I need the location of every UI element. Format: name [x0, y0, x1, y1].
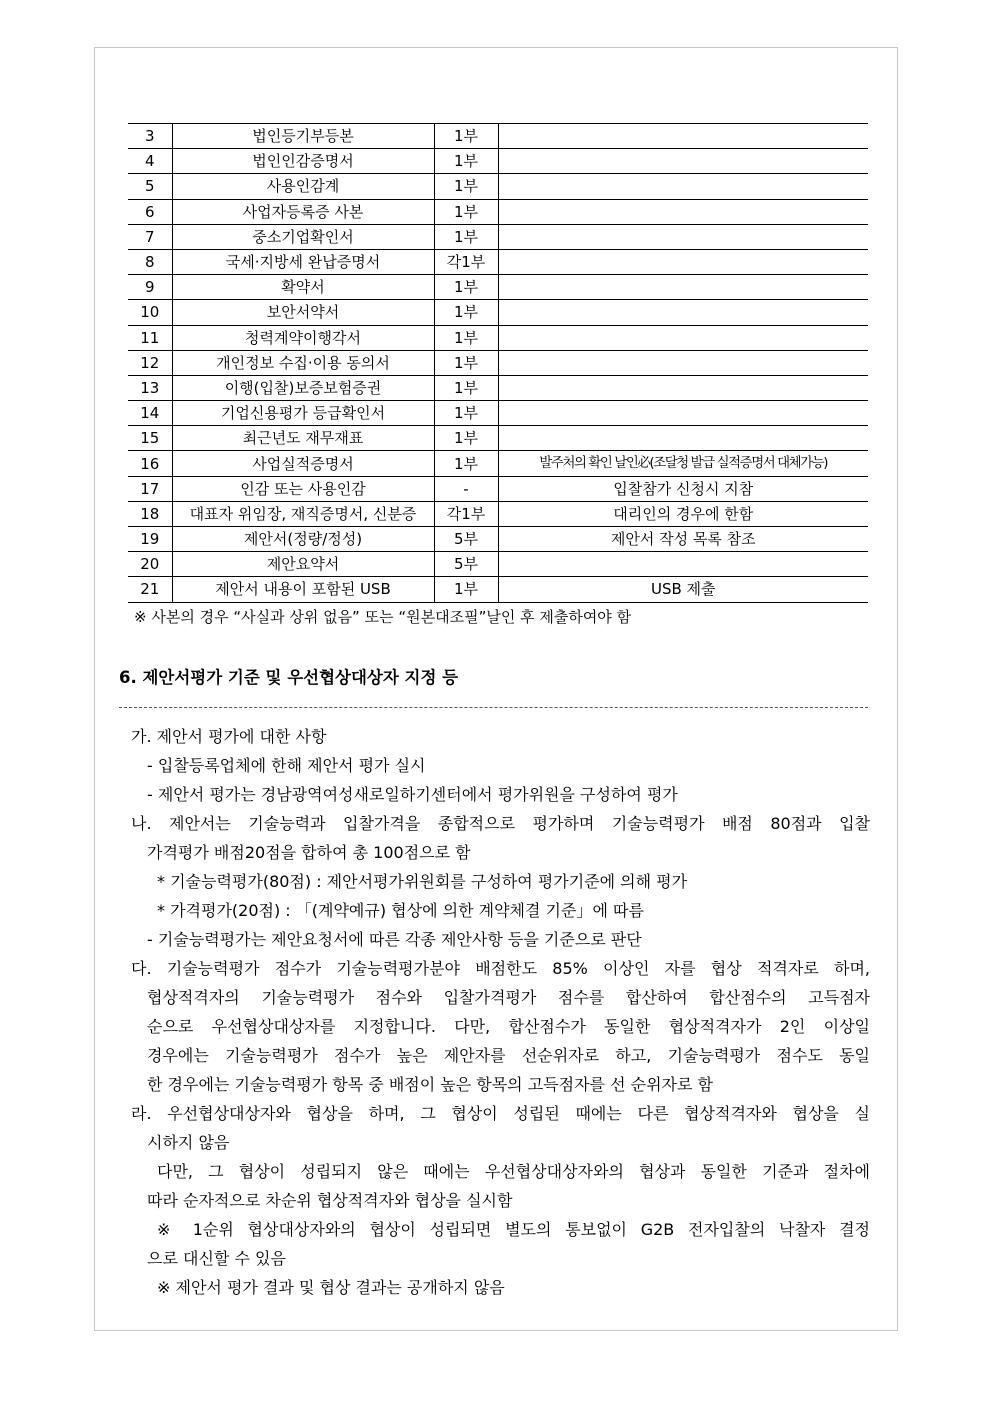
table-row — [128, 300, 868, 325]
row-number: 18 — [128, 501, 172, 526]
document-note — [498, 401, 868, 426]
document-quantity: 1부 — [434, 325, 498, 350]
clause-na-cont: 가격평가 배점20점을 합하여 총 100점으로 함 — [147, 843, 471, 862]
document-quantity: 5부 — [434, 527, 498, 552]
document-note: 입찰참가 신청시 지참 — [498, 476, 868, 501]
table-row — [128, 451, 868, 476]
clause-na-item: * 기술능력평가(80점) : 제안서평가위원회를 구성하여 평가기준에 의해 평가 — [157, 872, 688, 891]
document-quantity: 1부 — [434, 224, 498, 249]
row-number: 8 — [128, 249, 172, 274]
document-quantity: 1부 — [434, 426, 498, 451]
document-quantity: - — [434, 476, 498, 501]
row-number: 3 — [128, 124, 172, 149]
row-number: 21 — [128, 577, 172, 602]
document-note: 대리인의 경우에 한함 — [498, 501, 868, 526]
row-number: 13 — [128, 375, 172, 400]
document-name: 법인인감증명서 — [172, 149, 434, 174]
table-row — [128, 275, 868, 300]
row-number: 7 — [128, 224, 172, 249]
document-note: 제안서 작성 목록 참조 — [498, 527, 868, 552]
document-name: 보안서약서 — [172, 300, 434, 325]
document-quantity: 각1부 — [434, 249, 498, 274]
document-quantity: 1부 — [434, 375, 498, 400]
row-number: 6 — [128, 199, 172, 224]
document-quantity: 1부 — [434, 124, 498, 149]
clause-ra-cont: 따라 순자적으로 차순위 협상적격자와 협상을 실시함 — [147, 1191, 513, 1210]
document-quantity: 1부 — [434, 275, 498, 300]
document-note — [498, 124, 868, 149]
document-name: 대표자 위임장, 재직증명서, 신분증 — [172, 501, 434, 526]
document-name: 법인등기부등본 — [172, 124, 434, 149]
table-row — [128, 401, 868, 426]
document-name: 국세·지방세 완납증명서 — [172, 249, 434, 274]
table-row — [128, 552, 868, 577]
document-quantity: 1부 — [434, 577, 498, 602]
row-number: 11 — [128, 325, 172, 350]
clause-da-cont: 순으로 우선협상대상자를 지정합니다. 다만, 합산점수가 동일한 협상적격자가 2인 이상일 — [147, 1017, 870, 1036]
row-number: 4 — [128, 149, 172, 174]
table-row — [128, 350, 868, 375]
document-name: 최근년도 재무재표 — [172, 426, 434, 451]
document-note — [498, 174, 868, 199]
document-quantity: 5부 — [434, 552, 498, 577]
clause-ga-item: - 입찰등록업체에 한해 제안서 평가 실시 — [147, 756, 426, 775]
document-name: 개인정보 수집·이용 동의서 — [172, 350, 434, 375]
clause-da-cont: 한 경우에는 기술능력평가 항목 중 배점이 높은 항목의 고득점자를 선 순위자로 함 — [147, 1075, 713, 1094]
document-name: 사업자등록증 사본 — [172, 199, 434, 224]
document-note — [498, 149, 868, 174]
document-quantity: 1부 — [434, 401, 498, 426]
row-number: 16 — [128, 451, 172, 476]
document-name: 확약서 — [172, 275, 434, 300]
row-number: 15 — [128, 426, 172, 451]
document-note — [498, 249, 868, 274]
document-name: 기업신용평가 등급확인서 — [172, 401, 434, 426]
clause-da-cont: 협상적격자의 기술능력평가 점수와 입찰가격평가 점수를 합산하여 합산점수의 고득점자 — [147, 988, 870, 1007]
clause-ga-item: - 제안서 평가는 경남광역여성새로일하기센터에서 평가위원을 구성하여 평가 — [147, 785, 678, 804]
document-note — [498, 199, 868, 224]
clause-ra-cont: 시하지 않음 — [147, 1133, 230, 1152]
row-number: 19 — [128, 527, 172, 552]
document-name: 이행(입찰)보증보험증권 — [172, 375, 434, 400]
table-row — [128, 224, 868, 249]
document-name: 제안서 내용이 포함된 USB — [172, 577, 434, 602]
section-title: 6. 제안서평가 기준 및 우선협상대상자 지정 등 — [119, 668, 459, 687]
clause-ra-note: 으로 대신할 수 있음 — [147, 1249, 286, 1268]
document-note — [498, 224, 868, 249]
document-name: 사업실적증명서 — [172, 451, 434, 476]
table-row — [128, 124, 868, 149]
document-note — [498, 552, 868, 577]
document-note — [498, 325, 868, 350]
document-quantity: 1부 — [434, 174, 498, 199]
document-name: 중소기업확인서 — [172, 224, 434, 249]
dashed-divider — [119, 707, 868, 708]
document-name: 청력계약이행각서 — [172, 325, 434, 350]
row-number: 9 — [128, 275, 172, 300]
document-quantity: 1부 — [434, 350, 498, 375]
row-number: 17 — [128, 476, 172, 501]
row-number: 20 — [128, 552, 172, 577]
table-body — [128, 124, 868, 603]
document-name: 사용인감계 — [172, 174, 434, 199]
clause-ra-note: ※ 1순위 협상대상자와의 협상이 성립되면 별도의 통보없이 G2B 전자입찰의 낙찰자 결정 — [157, 1220, 870, 1239]
table-row — [128, 577, 868, 602]
document-name: 제안서(정량/정성) — [172, 527, 434, 552]
section-body — [119, 722, 870, 1302]
row-number: 10 — [128, 300, 172, 325]
document-quantity: 1부 — [434, 300, 498, 325]
document-quantity: 1부 — [434, 149, 498, 174]
clause-ra-note: ※ 제안서 평가 결과 및 협상 결과는 공개하지 않음 — [157, 1278, 505, 1297]
table-row — [128, 174, 868, 199]
clause-ra-cont: 다만, 그 협상이 성립되지 않은 때에는 우선협상대상자와의 협상과 동일한 기준과 절차에 — [157, 1162, 870, 1181]
table-row — [128, 426, 868, 451]
table-row — [128, 501, 868, 526]
document-quantity: 1부 — [434, 451, 498, 476]
table-row — [128, 249, 868, 274]
clause-ra: 라. 우선협상대상자와 협상을 하며, 그 협상이 성립된 때에는 다른 협상적격자와 협상을 실 — [131, 1104, 870, 1123]
table-row — [128, 199, 868, 224]
document-note — [498, 375, 868, 400]
document-quantity: 각1부 — [434, 501, 498, 526]
document-note — [498, 426, 868, 451]
clause-da-cont: 경우에는 기술능력평가 점수가 높은 제안자를 선순위자로 하고, 기술능력평가 점수도 동일 — [147, 1046, 870, 1065]
clause-na-item: * 가격평가(20점) : 「(계약예규) 협상에 의한 계약체결 기준」에 따름 — [157, 901, 644, 920]
document-note: USB 제출 — [498, 577, 868, 602]
clause-na: 나. 제안서는 기술능력과 입찰가격을 종합적으로 평가하며 기술능력평가 배점 80점과 입찰 — [131, 814, 870, 833]
document-note — [498, 350, 868, 375]
clause-na-item: - 기술능력평가는 제안요청서에 따른 각종 제안사항 등을 기준으로 판단 — [147, 930, 642, 949]
table-footnote: ※ 사본의 경우 “사실과 상위 없음” 또는 “원본대조필”날인 후 제출하여야 함 — [134, 608, 632, 626]
document-name: 인감 또는 사용인감 — [172, 476, 434, 501]
clause-ga: 가. 제안서 평가에 대한 사항 — [131, 727, 327, 746]
document-name: 제안요약서 — [172, 552, 434, 577]
table-row — [128, 149, 868, 174]
document-note — [498, 300, 868, 325]
table-row — [128, 527, 868, 552]
table-row — [128, 375, 868, 400]
row-number: 5 — [128, 174, 172, 199]
submission-documents-table — [128, 123, 868, 603]
document-note — [498, 275, 868, 300]
table-row — [128, 476, 868, 501]
row-number: 12 — [128, 350, 172, 375]
table-row — [128, 325, 868, 350]
document-quantity: 1부 — [434, 199, 498, 224]
row-number: 14 — [128, 401, 172, 426]
clause-da: 다. 기술능력평가 점수가 기술능력평가분야 배점한도 85% 이상인 자를 협상 적격자로 하며, — [131, 959, 870, 978]
document-note: 발주처의 확인 날인必(조달청 발급 실적증명서 대체가능) — [498, 451, 868, 476]
